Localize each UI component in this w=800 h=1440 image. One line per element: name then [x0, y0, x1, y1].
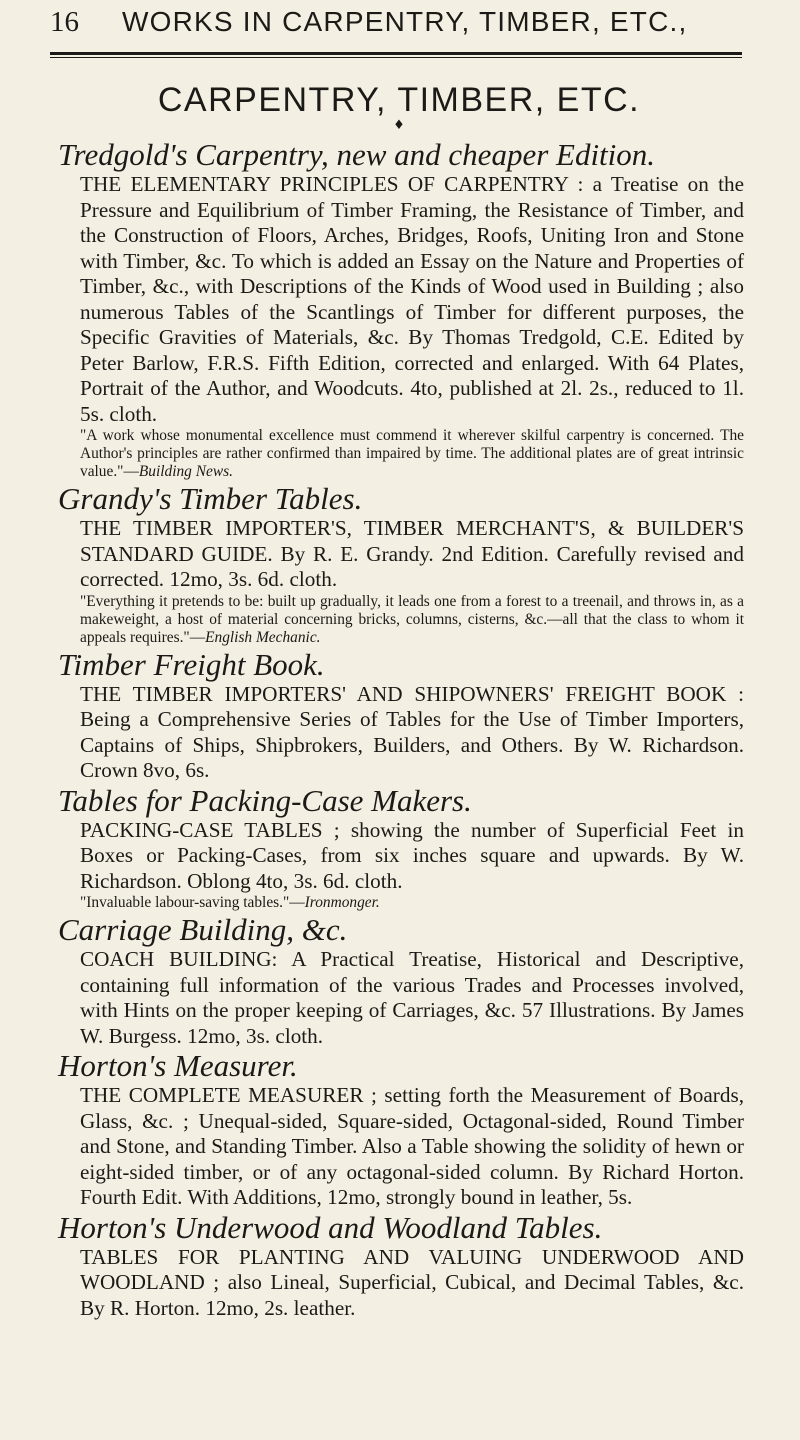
entry-review-quote [50, 894, 748, 912]
entry-description: THE TIMBER IMPORTERS' AND SHIPOWNERS' FREIGHT BOOK : Being a Comprehensive Series of Tables for the Use of Timber Importers, Captains of Ships, Shipbrokers, Builders, and Others. By W. Richardson. Crown 8vo, 6s. [80, 681, 744, 782]
entry-description: COACH BUILDING: A Practical Treatise, Historical and Descriptive, containing full information of the various Trades and Processes involved, with Hints on the proper keeping of Carriages, &c. 57 Illustrations. By James W. Burgess. 12mo, 3s. cloth. [80, 947, 744, 1048]
entry-description: THE COMPLETE MEASURER ; setting forth the Measurement of Boards, Glass, &c. ; Unequal-sided, Square-sided, Octagonal-sided, Round Timber and Stone, and Standing Timber. Also a Table showing the solidity of hewn or eight-sided timber, or of any octagonal-sided column. By Richard Horton. Fourth Edit. With Additions, 12mo, strongly bound in leather, 5s. [80, 1083, 744, 1209]
entry-description: THE TIMBER IMPORTER'S, TIMBER MERCHANT'S, & BUILDER'S STANDARD GUIDE. By R. E. Grandy. 2nd Edition. Carefully revised and corrected. 12mo, 3s. 6d. cloth. [80, 516, 744, 591]
entry-description: PACKING-CASE TABLES ; showing the number of Superficial Feet in Boxes or Packing-Cases, from six inches square and upwards. By W. Richardson. Oblong 4to, 3s. 6d. cloth. [80, 817, 744, 893]
entry-title: Timber Freight Book. [58, 646, 325, 682]
entry-title: Tables for Packing-Case Makers. [58, 782, 472, 818]
entry-review-quote [50, 427, 748, 481]
running-head [50, 0, 748, 50]
catalogue-entry [50, 1211, 748, 1322]
review-quote-text: "Everything it pretends to be: built up gradually, it leads one from a forest to a treenail, and throws in, as a makeweight, a host of material concerning bricks, columns, cisterns, &c.—all that the class to whom it appeals requires."— [80, 592, 744, 646]
catalogue-entry [50, 913, 748, 1049]
review-quote-text: "Invaluable labour-saving tables."— [80, 894, 305, 911]
entry-title: Grandy's Timber Tables. [58, 481, 363, 516]
header-rule-thin [50, 57, 742, 58]
running-title: WORKS IN CARPENTRY, TIMBER, ETC., [122, 6, 688, 37]
catalogue-entry [50, 138, 748, 481]
catalogue-entry [50, 784, 748, 913]
catalogue-entry [50, 1049, 748, 1211]
review-quote-source: English Mechanic. [205, 628, 321, 646]
review-quote-source: Ironmonger. [304, 894, 380, 911]
catalogue-entry [50, 482, 748, 647]
section-title: CARPENTRY, TIMBER, ETC. [157, 81, 641, 119]
entry-title: Tredgold's Carpentry, new and cheaper Edition. [58, 137, 656, 172]
page-number: 16 [50, 6, 79, 38]
entry-description: TABLES FOR PLANTING AND VALUING UNDERWOOD AND WOODLAND ; also Lineal, Superficial, Cubical, and Decimal Tables, &c. By R. Horton. 12mo, 2s. leather. [80, 1244, 744, 1320]
entry-title: Carriage Building, &c. [58, 912, 348, 947]
diamond-ornament-icon: ♦ [393, 118, 405, 133]
entry-title: Horton's Underwood and Woodland Tables. [58, 1209, 603, 1245]
review-quote-source: Building News. [138, 463, 233, 480]
catalogue-entry [50, 648, 748, 784]
review-quote-text: "A work whose monumental excellence must commend it wherever skilful carpentry is concerned. The Author's principles are rather confirmed than impaired by time. The additional plates are of great intrinsic value."— [80, 427, 744, 480]
entry-description: THE ELEMENTARY PRINCIPLES OF CARPENTRY : a Treatise on the Pressure and Equilibrium of Timber Framing, the Resistance of Timber, and the Construction of Floors, Arches, Bridges, Roofs, Uniting Iron and Stone with Timber, &c. To which is added an Essay on the Nature and Properties of Timber, &c., with Descriptions of the Kinds of Wood used in Building ; also numerous Tables of the Scantlings of Timber for different purposes, the Specific Gravities of Materials, &c. By Thomas Tredgold, C.E. Edited by Peter Barlow, F.R.S. Fifth Edition, corrected and enlarged. With 64 Plates, Portrait of the Author, and Woodcuts. 4to, published at 2l. 2s., reduced to 1l. 5s. cloth. [80, 172, 744, 426]
header-rule [50, 52, 742, 55]
entry-title: Horton's Measurer. [58, 1048, 298, 1083]
entry-review-quote [50, 593, 748, 647]
catalogue-entries [50, 138, 748, 1321]
